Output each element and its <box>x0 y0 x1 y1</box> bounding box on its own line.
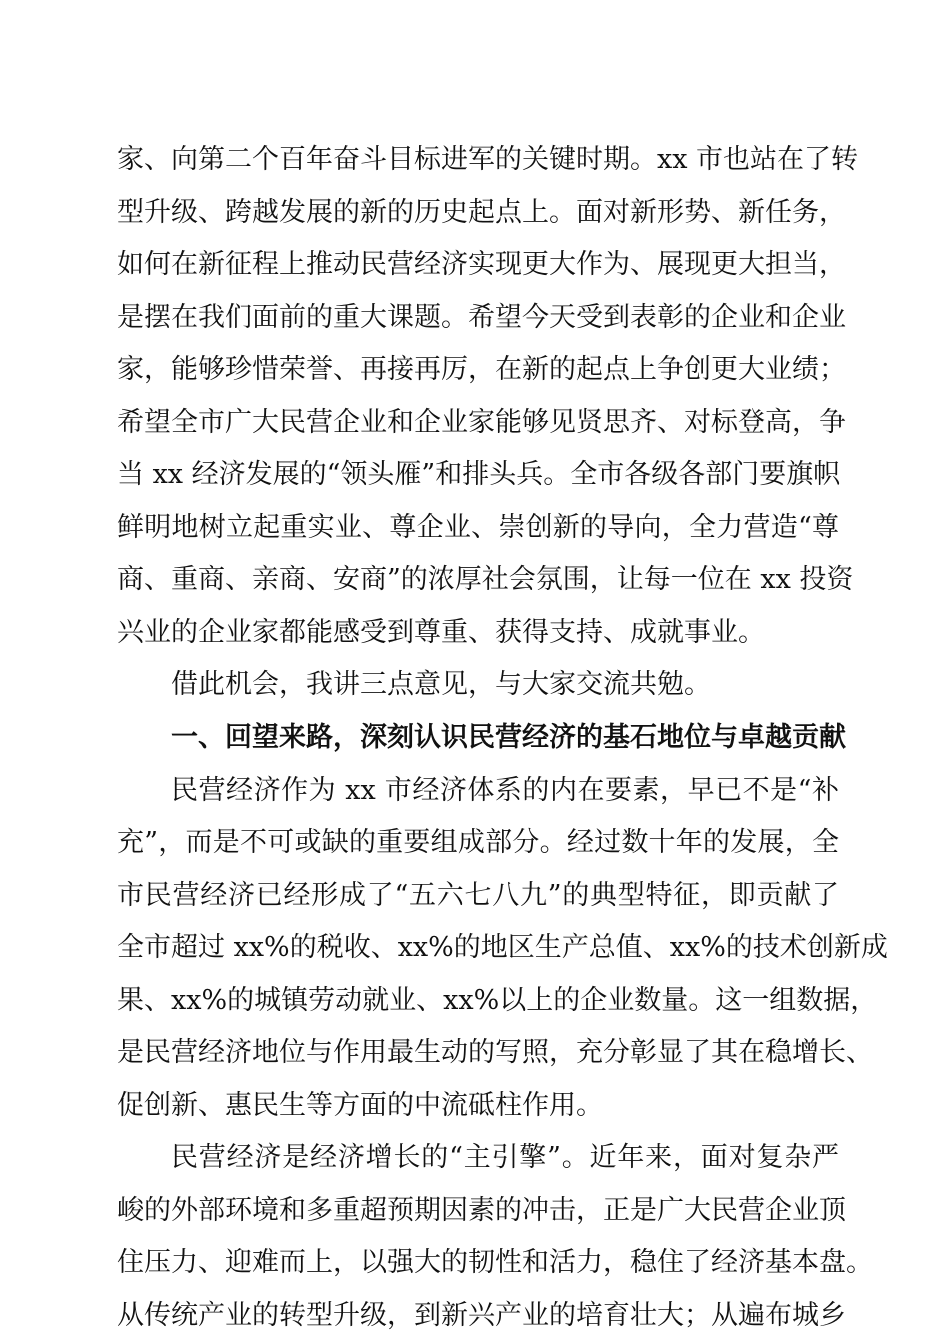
paragraph-line: 当 xx 经济发展的“领头雁”和排头兵。全市各级各部门要旗帜 <box>117 459 841 490</box>
paragraph-line: 是民营经济地位与作用最生动的写照，充分彰显了其在稳增长、 <box>117 1037 873 1068</box>
paragraph-line: 从传统产业的转型升级，到新兴产业的培育壮大；从遍布城乡 <box>117 1300 846 1331</box>
paragraph-line: 借此机会，我讲三点意见，与大家交流共勉。 <box>171 669 711 700</box>
paragraph-line: 全市超过 xx%的税收、xx%的地区生产总值、xx%的技术创新成 <box>117 932 888 963</box>
paragraph-line: 住压力、迎难而上，以强大的韧性和活力，稳住了经济基本盘。 <box>117 1247 873 1278</box>
paragraph-line: 峻的外部环境和多重超预期因素的冲击，正是广大民营企业顶 <box>117 1195 846 1226</box>
paragraph-line: 果、xx%的城镇劳动就业、xx%以上的企业数量。这一组数据， <box>117 985 878 1016</box>
paragraph-line: 如何在新征程上推动民营经济实现更大作为、展现更大担当， <box>117 249 846 280</box>
paragraph-line: 充”，而是不可或缺的重要组成部分。经过数十年的发展，全 <box>117 827 839 858</box>
paragraph-line: 促创新、惠民生等方面的中流砥柱作用。 <box>117 1090 603 1121</box>
paragraph-line: 民营经济作为 xx 市经济体系的内在要素，早已不是“补 <box>171 775 839 806</box>
paragraph-line: 希望全市广大民营企业和企业家能够见贤思齐、对标登高，争 <box>117 407 846 438</box>
section-heading: 一、回望来路，深刻认识民营经济的基石地位与卓越贡献 <box>171 722 846 753</box>
paragraph-line: 家、向第二个百年奋斗目标进军的关键时期。xx 市也站在了转 <box>117 144 859 175</box>
paragraph-line: 家，能够珍惜荣誉、再接再厉，在新的起点上争创更大业绩； <box>117 354 846 385</box>
paragraph-line: 型升级、跨越发展的新的历史起点上。面对新形势、新任务， <box>117 197 846 228</box>
paragraph-line: 商、重商、亲商、安商”的浓厚社会氛围，让每一位在 xx 投资 <box>117 564 854 595</box>
paragraph-line: 是摆在我们面前的重大课题。希望今天受到表彰的企业和企业 <box>117 302 846 333</box>
paragraph-line: 兴业的企业家都能感受到尊重、获得支持、成就事业。 <box>117 617 765 648</box>
paragraph-line: 市民营经济已经形成了“五六七八九”的典型特征，即贡献了 <box>117 880 839 911</box>
paragraph-line: 鲜明地树立起重实业、尊企业、崇创新的导向，全力营造“尊 <box>117 512 839 543</box>
paragraph-line: 民营经济是经济增长的“主引擎”。近年来，面对复杂严 <box>171 1142 839 1173</box>
